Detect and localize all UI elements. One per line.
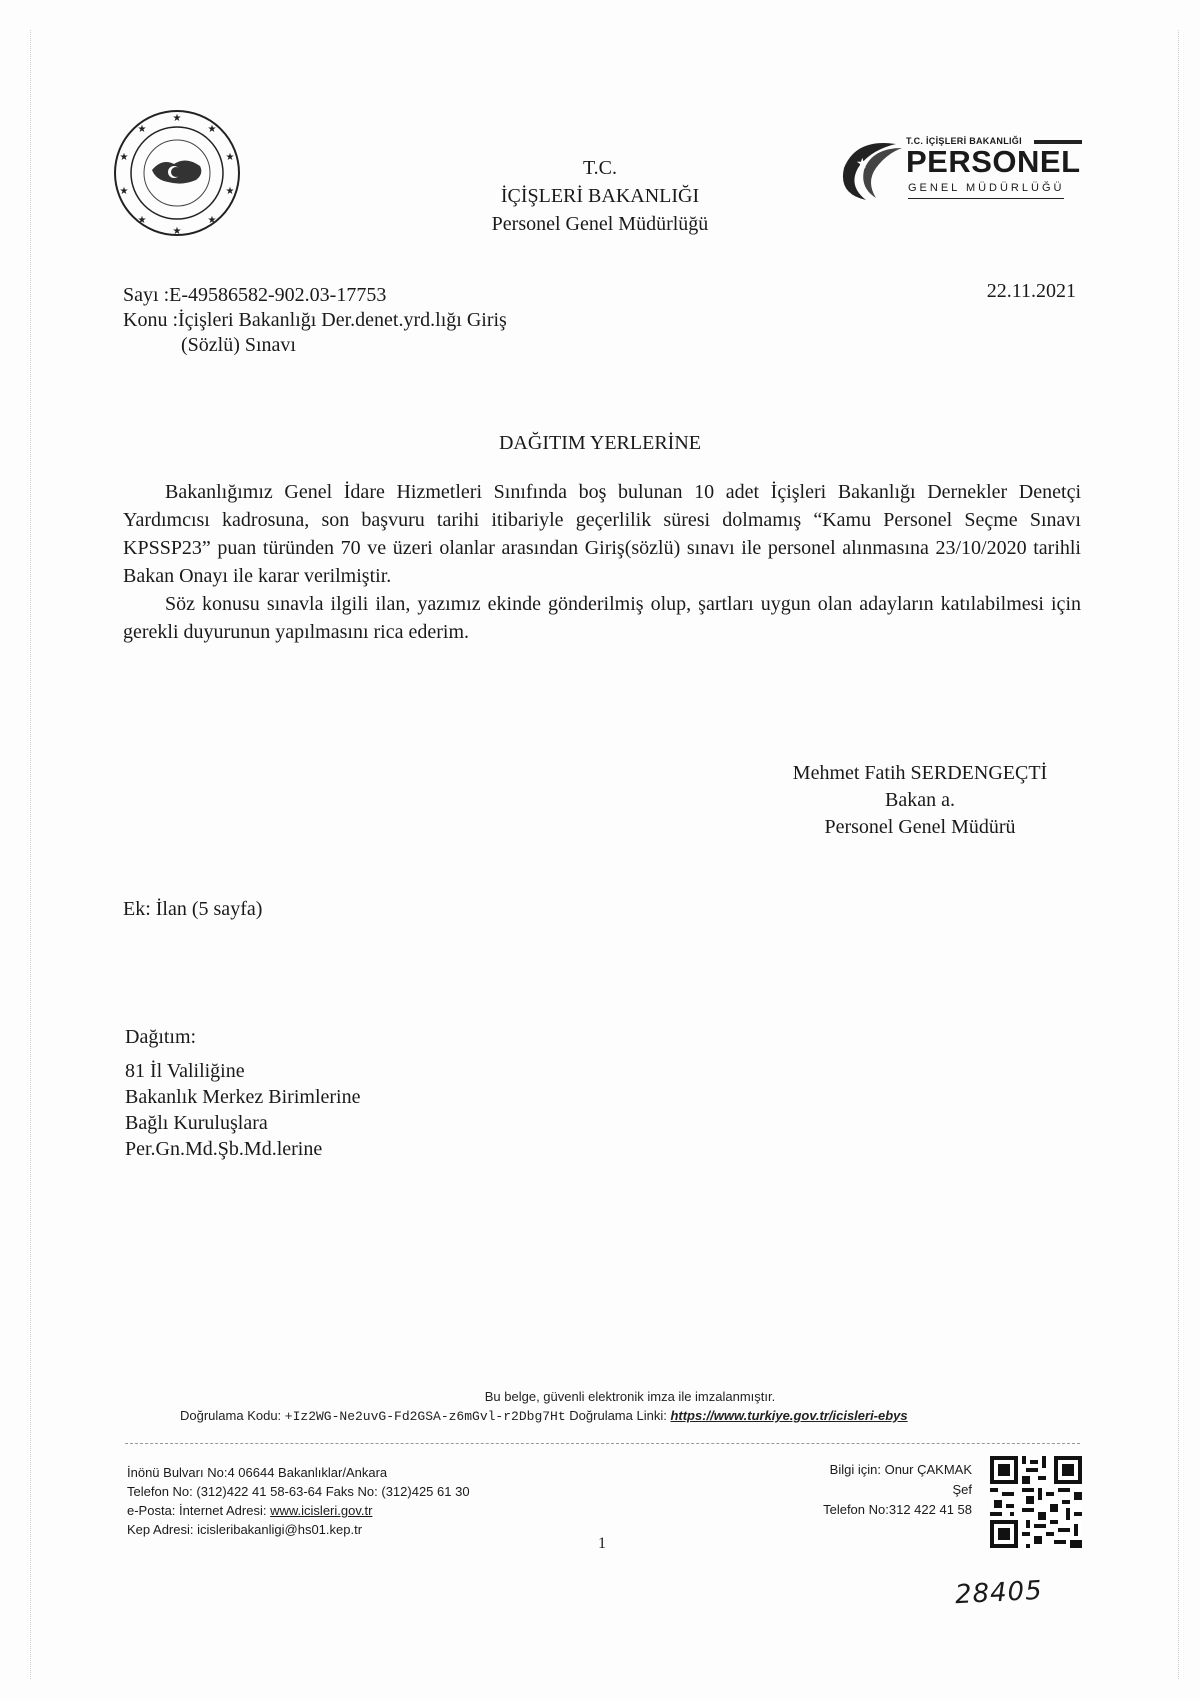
header-line-ministry: İÇİŞLERİ BAKANLIĞI xyxy=(500,185,700,207)
distribution-item: 81 İl Valiliğine xyxy=(125,1060,245,1082)
svg-text:★: ★ xyxy=(207,124,217,135)
konu-value-cont: (Sözlü) Sınavı xyxy=(181,334,296,356)
signatory-name: Mehmet Fatih SERDENGEÇTİ xyxy=(792,762,1048,784)
sayi-value: :E-49586582-902.03-17753 xyxy=(163,284,387,306)
verification-code-label: Doğrulama Kodu: xyxy=(180,1408,282,1423)
header-line-directorate: Personel Genel Müdürlüğü xyxy=(491,213,709,235)
addressee-heading: DAĞITIM YERLERİNE xyxy=(498,432,701,454)
logo-title: PERSONEL xyxy=(906,144,1081,179)
body-paragraph-1: Bakanlığımız Genel İdare Hizmetleri Sınıfında boş bulunan 10 adet İçişleri Bakanlığı Dernekler Denetçi Yardımcısı kadrosuna, son başvuru tarihi itibariyle geçerlilik süresi dolmamış “Kamu Personel Seçme Sınavı KPSSP23” puan türünden 70 ve üzeri olanlar arasından Giriş(sözlü) sınavı ile personel alınmasına 23/10/2020 tarihli Bakan Onayı ile karar verilmiştir. xyxy=(123,481,1081,587)
header-line-tc: T.C. xyxy=(582,157,618,179)
footer-divider xyxy=(125,1443,1080,1444)
footer-kep: Kep Adresi: icisleribakanligi@hs01.kep.tr xyxy=(127,1522,363,1537)
svg-text:★: ★ xyxy=(207,215,217,226)
footer-address: İnönü Bulvarı No:4 06644 Bakanlıklar/Ankara xyxy=(127,1465,388,1480)
footer-info xyxy=(770,1460,972,1520)
distribution-list xyxy=(125,1024,360,1162)
footer-website-link[interactable]: www.icisleri.gov.tr xyxy=(270,1503,373,1518)
signatory-title-1: Bakan a. xyxy=(885,789,955,811)
attachment-line: Ek: İlan (5 sayfa) xyxy=(123,898,263,920)
scan-edge-right xyxy=(1178,30,1179,1679)
esign-note: Bu belge, güvenli elektronik imza ile imzalanmıştır. xyxy=(484,1389,776,1404)
info-phone: Telefon No:312 422 41 58 xyxy=(823,1502,972,1517)
footer-email-label: e-Posta: İnternet Adresi: xyxy=(127,1503,267,1518)
document-date: 22.11.2021 xyxy=(986,280,1076,302)
personel-logo xyxy=(836,134,1086,210)
footer-phone: Telefon No: (312)422 41 58-63-64 Faks No: (312)425 61 30 xyxy=(127,1484,470,1499)
page-number: 1 xyxy=(598,1535,606,1552)
distribution-item: Bağlı Kuruluşlara xyxy=(125,1112,268,1134)
distribution-title: Dağıtım: xyxy=(125,1026,197,1048)
svg-text:★: ★ xyxy=(225,152,235,163)
verification-link[interactable]: https://www.turkiye.gov.tr/icisleri-ebys xyxy=(670,1408,908,1423)
scan-edge-left xyxy=(30,30,31,1679)
body-paragraph-2: Söz konusu sınavla ilgili ilan, yazımız ekinde gönderilmiş olup, şartları uygun olan adayların katılabilmesi için gerekli duyurunun yapılmasını rica ederim. xyxy=(123,593,1081,643)
konu-value: :İçişleri Bakanlığı Der.denet.yrd.lığı Giriş xyxy=(172,309,507,331)
signature-block xyxy=(760,760,1080,841)
logo-top-text: T.C. İÇİŞLERİ BAKANLIĞI xyxy=(906,136,1022,146)
info-contact: Bilgi için: Onur ÇAKMAK xyxy=(829,1462,972,1477)
svg-text:★: ★ xyxy=(172,226,182,237)
svg-text:★: ★ xyxy=(225,186,235,197)
distribution-item: Bakanlık Merkez Birimlerine xyxy=(125,1086,361,1108)
verification-link-label: Doğrulama Linki: xyxy=(569,1408,667,1423)
letter-body xyxy=(123,478,1081,646)
qr-code-icon xyxy=(990,1456,1082,1548)
verification-block xyxy=(180,1389,1080,1424)
handwritten-number: 28405 xyxy=(954,1575,1044,1611)
signatory-title-2: Personel Genel Müdürü xyxy=(824,816,1016,838)
verification-code: +Iz2WG-Ne2uvG-Fd2GSA-z6mGvl-r2Dbg7Ht xyxy=(284,1409,566,1424)
svg-text:★: ★ xyxy=(119,152,129,163)
distribution-item: Per.Gn.Md.Şb.Md.lerine xyxy=(125,1138,323,1160)
logo-subtitle: GENEL MÜDÜRLÜĞÜ xyxy=(908,182,1064,199)
svg-text:★: ★ xyxy=(856,157,869,172)
logo-swirl-icon xyxy=(836,134,906,204)
svg-text:★: ★ xyxy=(119,186,129,197)
svg-text:★: ★ xyxy=(137,124,147,135)
info-title: Şef xyxy=(952,1482,972,1497)
svg-text:★: ★ xyxy=(172,113,182,124)
svg-text:★: ★ xyxy=(137,215,147,226)
sayi-label: Sayı xyxy=(123,284,159,306)
document-meta xyxy=(123,283,507,358)
footer-contact xyxy=(127,1463,470,1539)
konu-label: Konu xyxy=(123,309,168,331)
